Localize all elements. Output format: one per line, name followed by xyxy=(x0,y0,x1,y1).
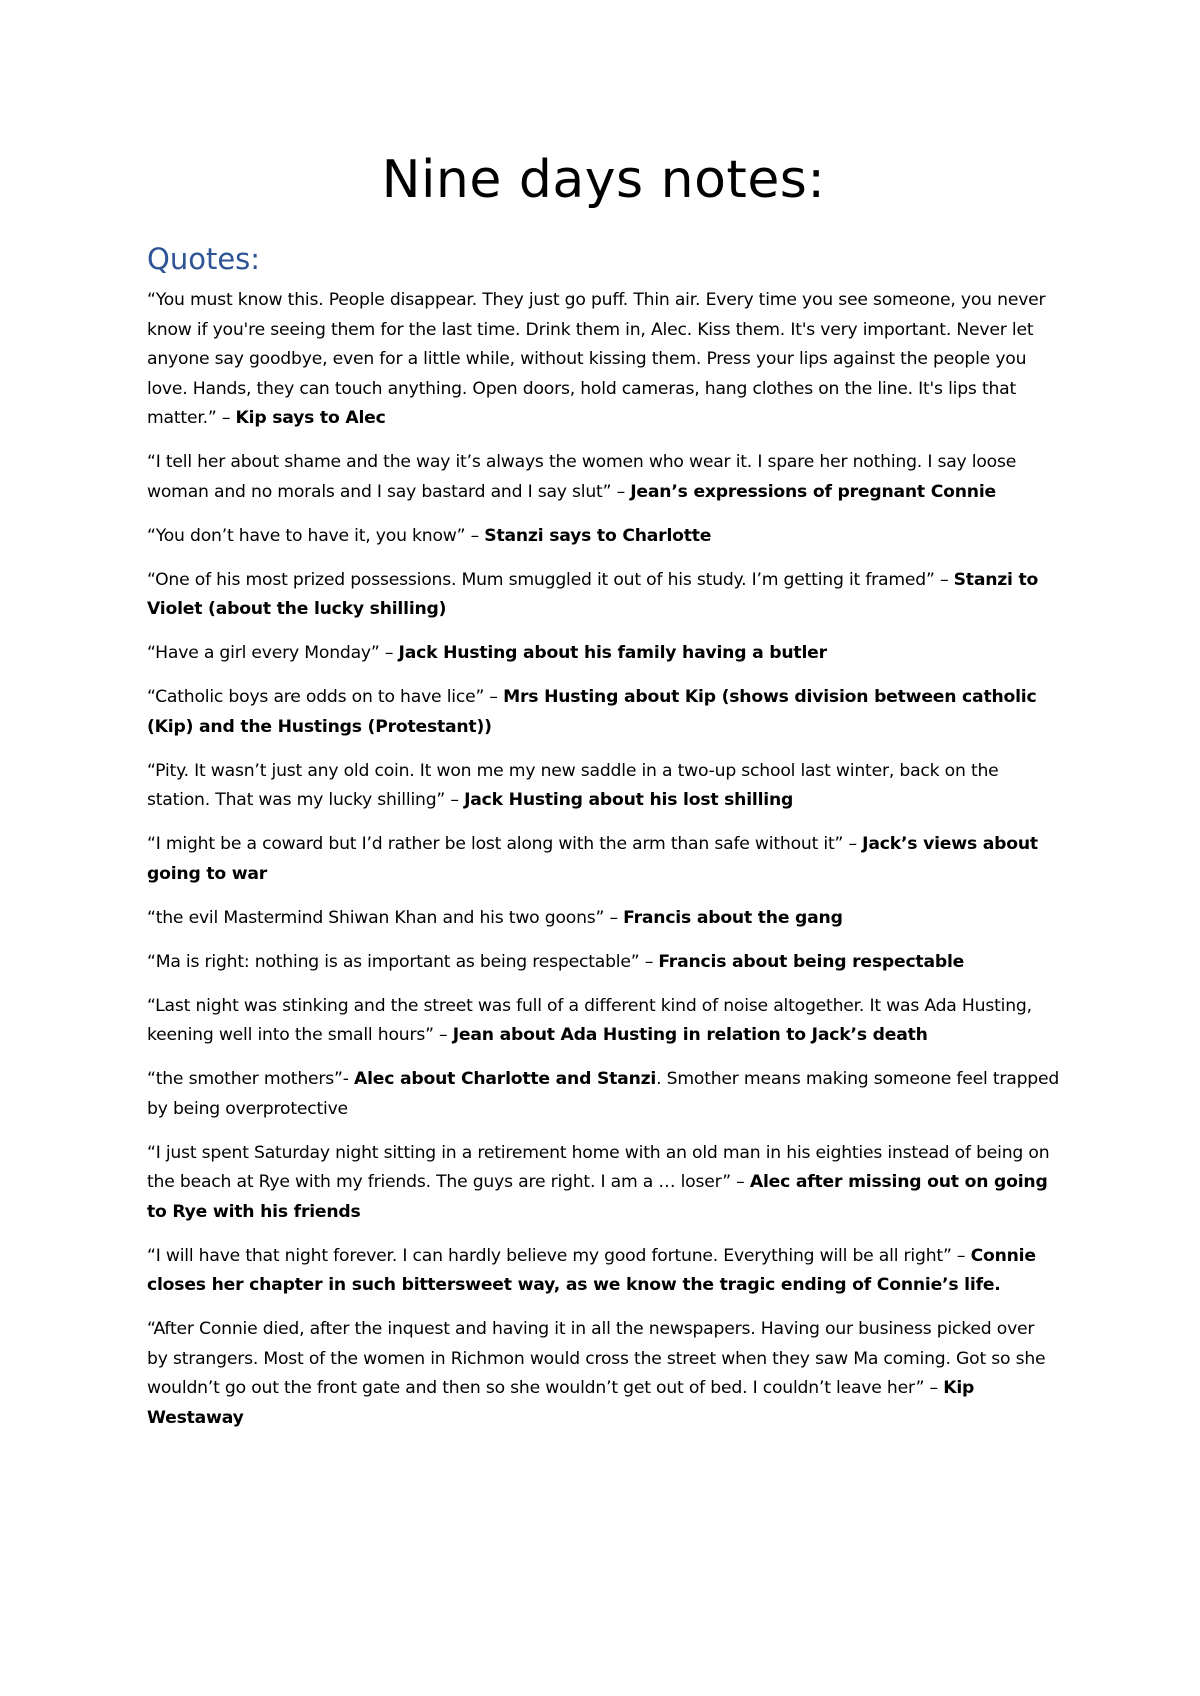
quote-text: “You must know this. People disappear. They just go puff. Thin air. Every time you see someone, you never know if you're seeing them for the last time. Drink them in, Alec. Kiss them. It's very important. Never let anyone say goodbye, even for a little while, without kissing them. Press your lips against the people you love. Hands, they can touch anything. Open doors, hold cameras, hang clothes on the line. It's lips that matter.” – xyxy=(147,290,1046,428)
quote-paragraph xyxy=(147,1315,1060,1433)
quote-text: “Pity. It wasn’t just any old coin. It won me my new saddle in a two-up school last winter, back on the station. That was my lucky shilling” – xyxy=(147,760,999,810)
quote-paragraph xyxy=(147,948,1060,978)
quote-paragraph xyxy=(147,522,1060,552)
quote-text: “Ma is right: nothing is as important as being respectable” – xyxy=(147,951,659,972)
quote-paragraph xyxy=(147,904,1060,934)
quote-paragraph xyxy=(147,683,1060,742)
quote-paragraph xyxy=(147,448,1060,507)
quote-source: Jean about Ada Husting in relation to Jack’s death xyxy=(452,1025,928,1045)
quote-paragraph xyxy=(147,1065,1060,1124)
quote-paragraph xyxy=(147,1139,1060,1228)
quote-text: “I will have that night forever. I can hardly believe my good fortune. Everything will be all right” – xyxy=(147,1245,971,1266)
quote-text: “I tell her about shame and the way it’s always the women who wear it. I spare her nothing. I say loose woman and no morals and I say bastard and I say slut” – xyxy=(147,452,1017,502)
quote-text: “I just spent Saturday night sitting in a retirement home with an old man in his eighties instead of being on the beach at Rye with my friends. The guys are right. I am a … loser” – xyxy=(147,1142,1050,1192)
quote-paragraph xyxy=(147,639,1060,669)
quote-source: Stanzi says to Charlotte xyxy=(484,525,712,546)
quote-paragraph xyxy=(147,757,1060,816)
quote-source: Mrs Husting about Kip (shows division between catholic (Kip) and the Hustings (Protestant)) xyxy=(147,687,1037,737)
quote-source: Jean’s expressions of pregnant Connie xyxy=(630,481,996,502)
quote-source: Connie closes her chapter in such bittersweet way, as we know the tragic ending of Connie’s life. xyxy=(147,1245,1036,1295)
quote-paragraph xyxy=(147,992,1060,1051)
document-title: Nine days notes: xyxy=(381,150,826,210)
quote-source: Francis about being respectable xyxy=(658,951,965,972)
quote-paragraph xyxy=(147,286,1060,434)
quote-source: Alec about Charlotte and Stanzi xyxy=(353,1069,657,1089)
quote-source: Kip Westaway xyxy=(147,1378,975,1428)
quote-paragraph xyxy=(147,566,1060,625)
quote-source: Stanzi to Violet (about the lucky shilling) xyxy=(147,569,1039,619)
quote-source: Jack Husting about his family having a butler xyxy=(398,643,827,663)
quote-text: “the evil Mastermind Shiwan Khan and his two goons” – xyxy=(147,907,624,928)
quote-source: Jack’s views about going to war xyxy=(147,834,1038,884)
quote-paragraph xyxy=(147,830,1060,889)
quote-text: “I might be a coward but I’d rather be lost along with the arm than safe without it” – xyxy=(147,834,863,854)
quote-text: “the smother mothers”- xyxy=(147,1069,354,1089)
quote-text: “After Connie died, after the inquest and having it in all the newspapers. Having our business picked over by strangers. Most of the women in Richmon would cross the street when they saw Ma coming. Got so she wouldn’t go out the front gate and then so she wouldn’t get out of bed. I couldn’t leave her” – xyxy=(147,1319,1046,1398)
quote-source: Kip says to Alec xyxy=(235,408,386,428)
quote-after: . Smother means making someone feel trapped by being overprotective xyxy=(147,1069,1060,1119)
quote-text: “You don’t have to have it, you know” – xyxy=(147,525,485,546)
quote-text: “Catholic boys are odds on to have lice” – xyxy=(147,687,504,707)
quote-text: “One of his most prized possessions. Mum smuggled it out of his study. I’m getting it framed” – xyxy=(147,569,954,590)
quotes-heading: Quotes: xyxy=(147,242,261,276)
quote-text: “Last night was stinking and the street was full of a different kind of noise altogether. It was Ada Husting, keening well into the small hours” – xyxy=(147,995,1032,1045)
quote-paragraph xyxy=(147,1242,1060,1301)
quote-source: Jack Husting about his lost shilling xyxy=(464,790,794,810)
quote-source: Alec after missing out on going to Rye with his friends xyxy=(147,1172,1048,1222)
quote-text: “Have a girl every Monday” – xyxy=(147,643,399,663)
quote-source: Francis about the gang xyxy=(623,907,843,928)
